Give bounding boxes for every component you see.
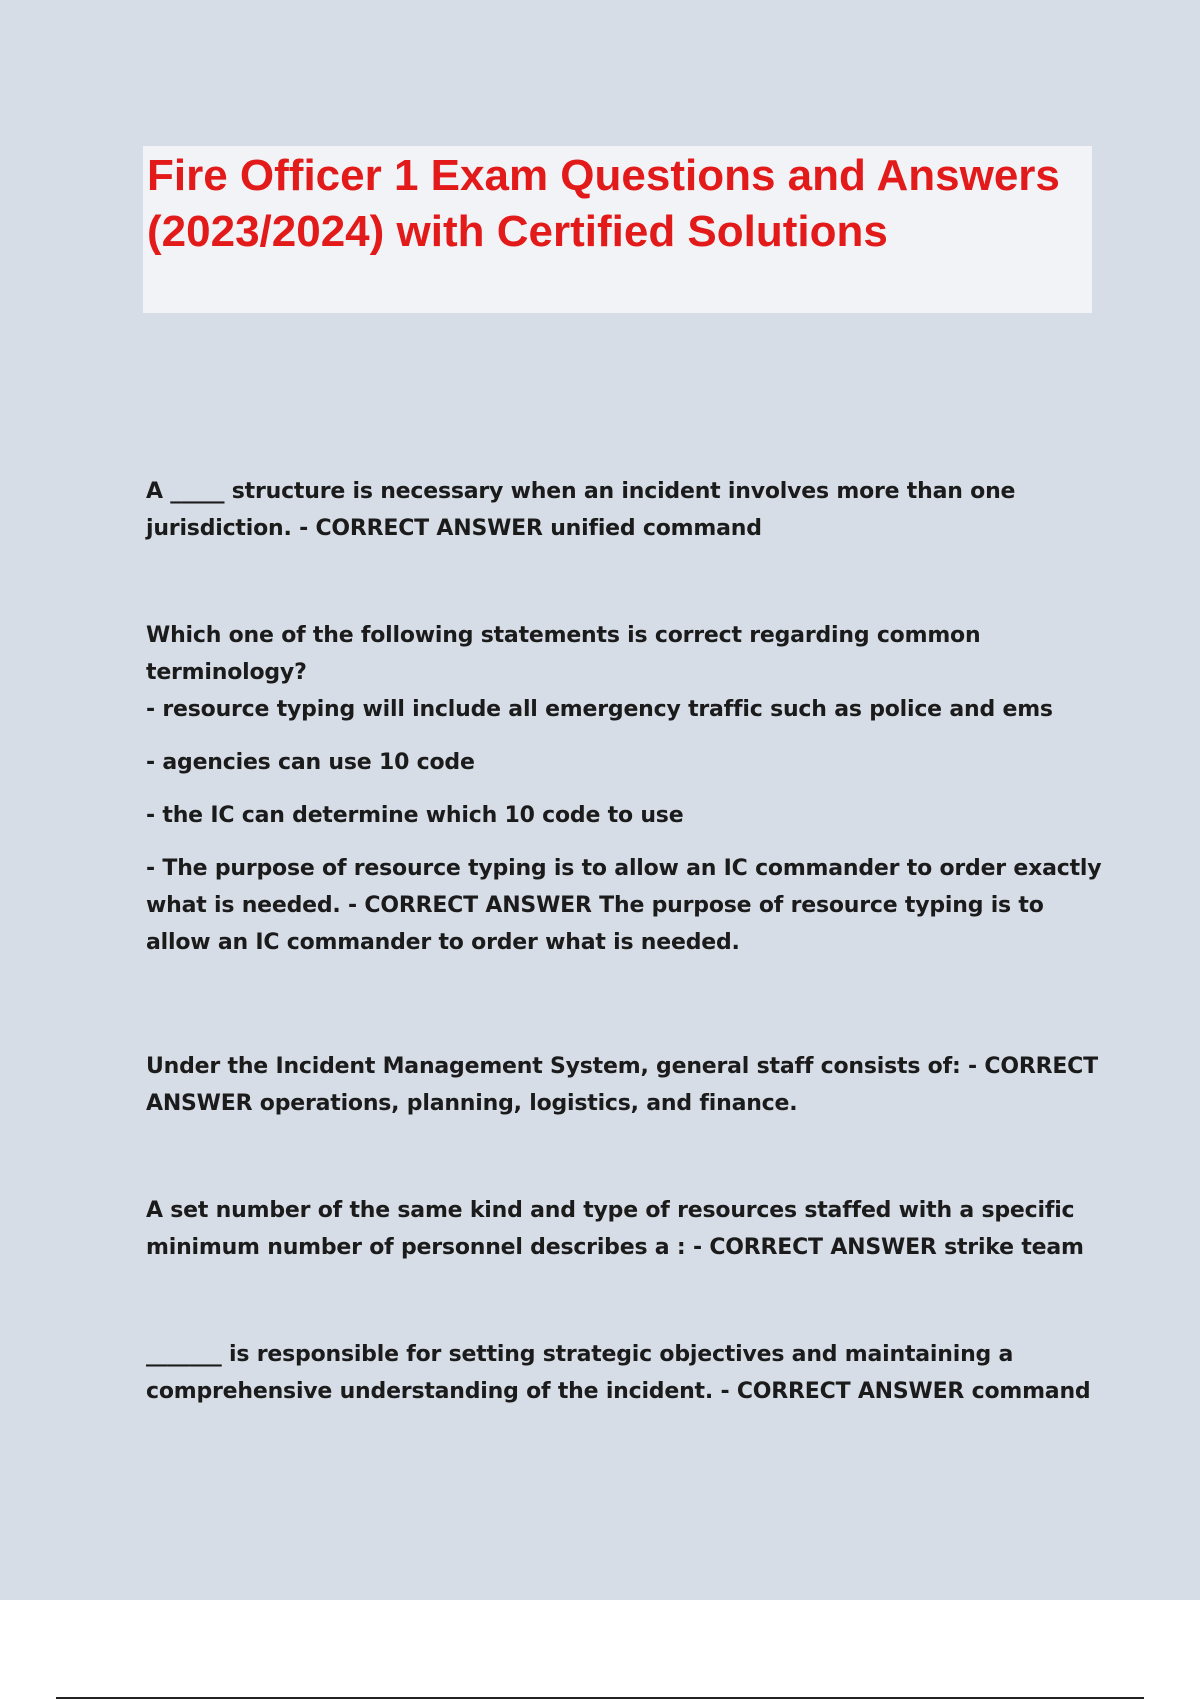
qa-item-4 <box>146 1192 1106 1266</box>
option-2: - agencies can use 10 code <box>146 750 475 775</box>
qa-text: A _____ structure is necessary when an incident involves more than one jurisdiction. - CORRECT ANSWER unified command <box>146 479 1016 541</box>
qa-text: A set number of the same kind and type of resources staffed with a specific minimum number of personnel describes a : - CORRECT ANSWER strike team <box>146 1198 1084 1260</box>
qa-text: Under the Incident Management System, general staff consists of: - CORRECT ANSWER operations, planning, logistics, and finance. <box>146 1054 1098 1116</box>
qa-item-5 <box>146 1336 1106 1410</box>
option-1: - resource typing will include all emergency traffic such as police and ems <box>146 697 1053 722</box>
qa-item-3 <box>146 1048 1106 1122</box>
title-box <box>143 146 1092 313</box>
question-text: Which one of the following statements is correct regarding common terminology? <box>146 623 981 685</box>
qa-item-2 <box>146 617 1106 961</box>
qa-text: _______ is responsible for setting strategic objectives and maintaining a comprehensive understanding of the incident. - CORRECT ANSWER command <box>146 1342 1091 1404</box>
option-4-with-answer: - The purpose of resource typing is to allow an IC commander to order exactly what is needed. - CORRECT ANSWER The purpose of resource typing is to allow an IC commander to order what is needed. <box>146 856 1102 955</box>
document-title: Fire Officer 1 Exam Questions and Answers (2023/2024) with Certified Solutions <box>147 151 1060 256</box>
option-3: - the IC can determine which 10 code to use <box>146 803 684 828</box>
footer-divider <box>56 1697 1144 1699</box>
qa-item-1 <box>146 473 1106 547</box>
